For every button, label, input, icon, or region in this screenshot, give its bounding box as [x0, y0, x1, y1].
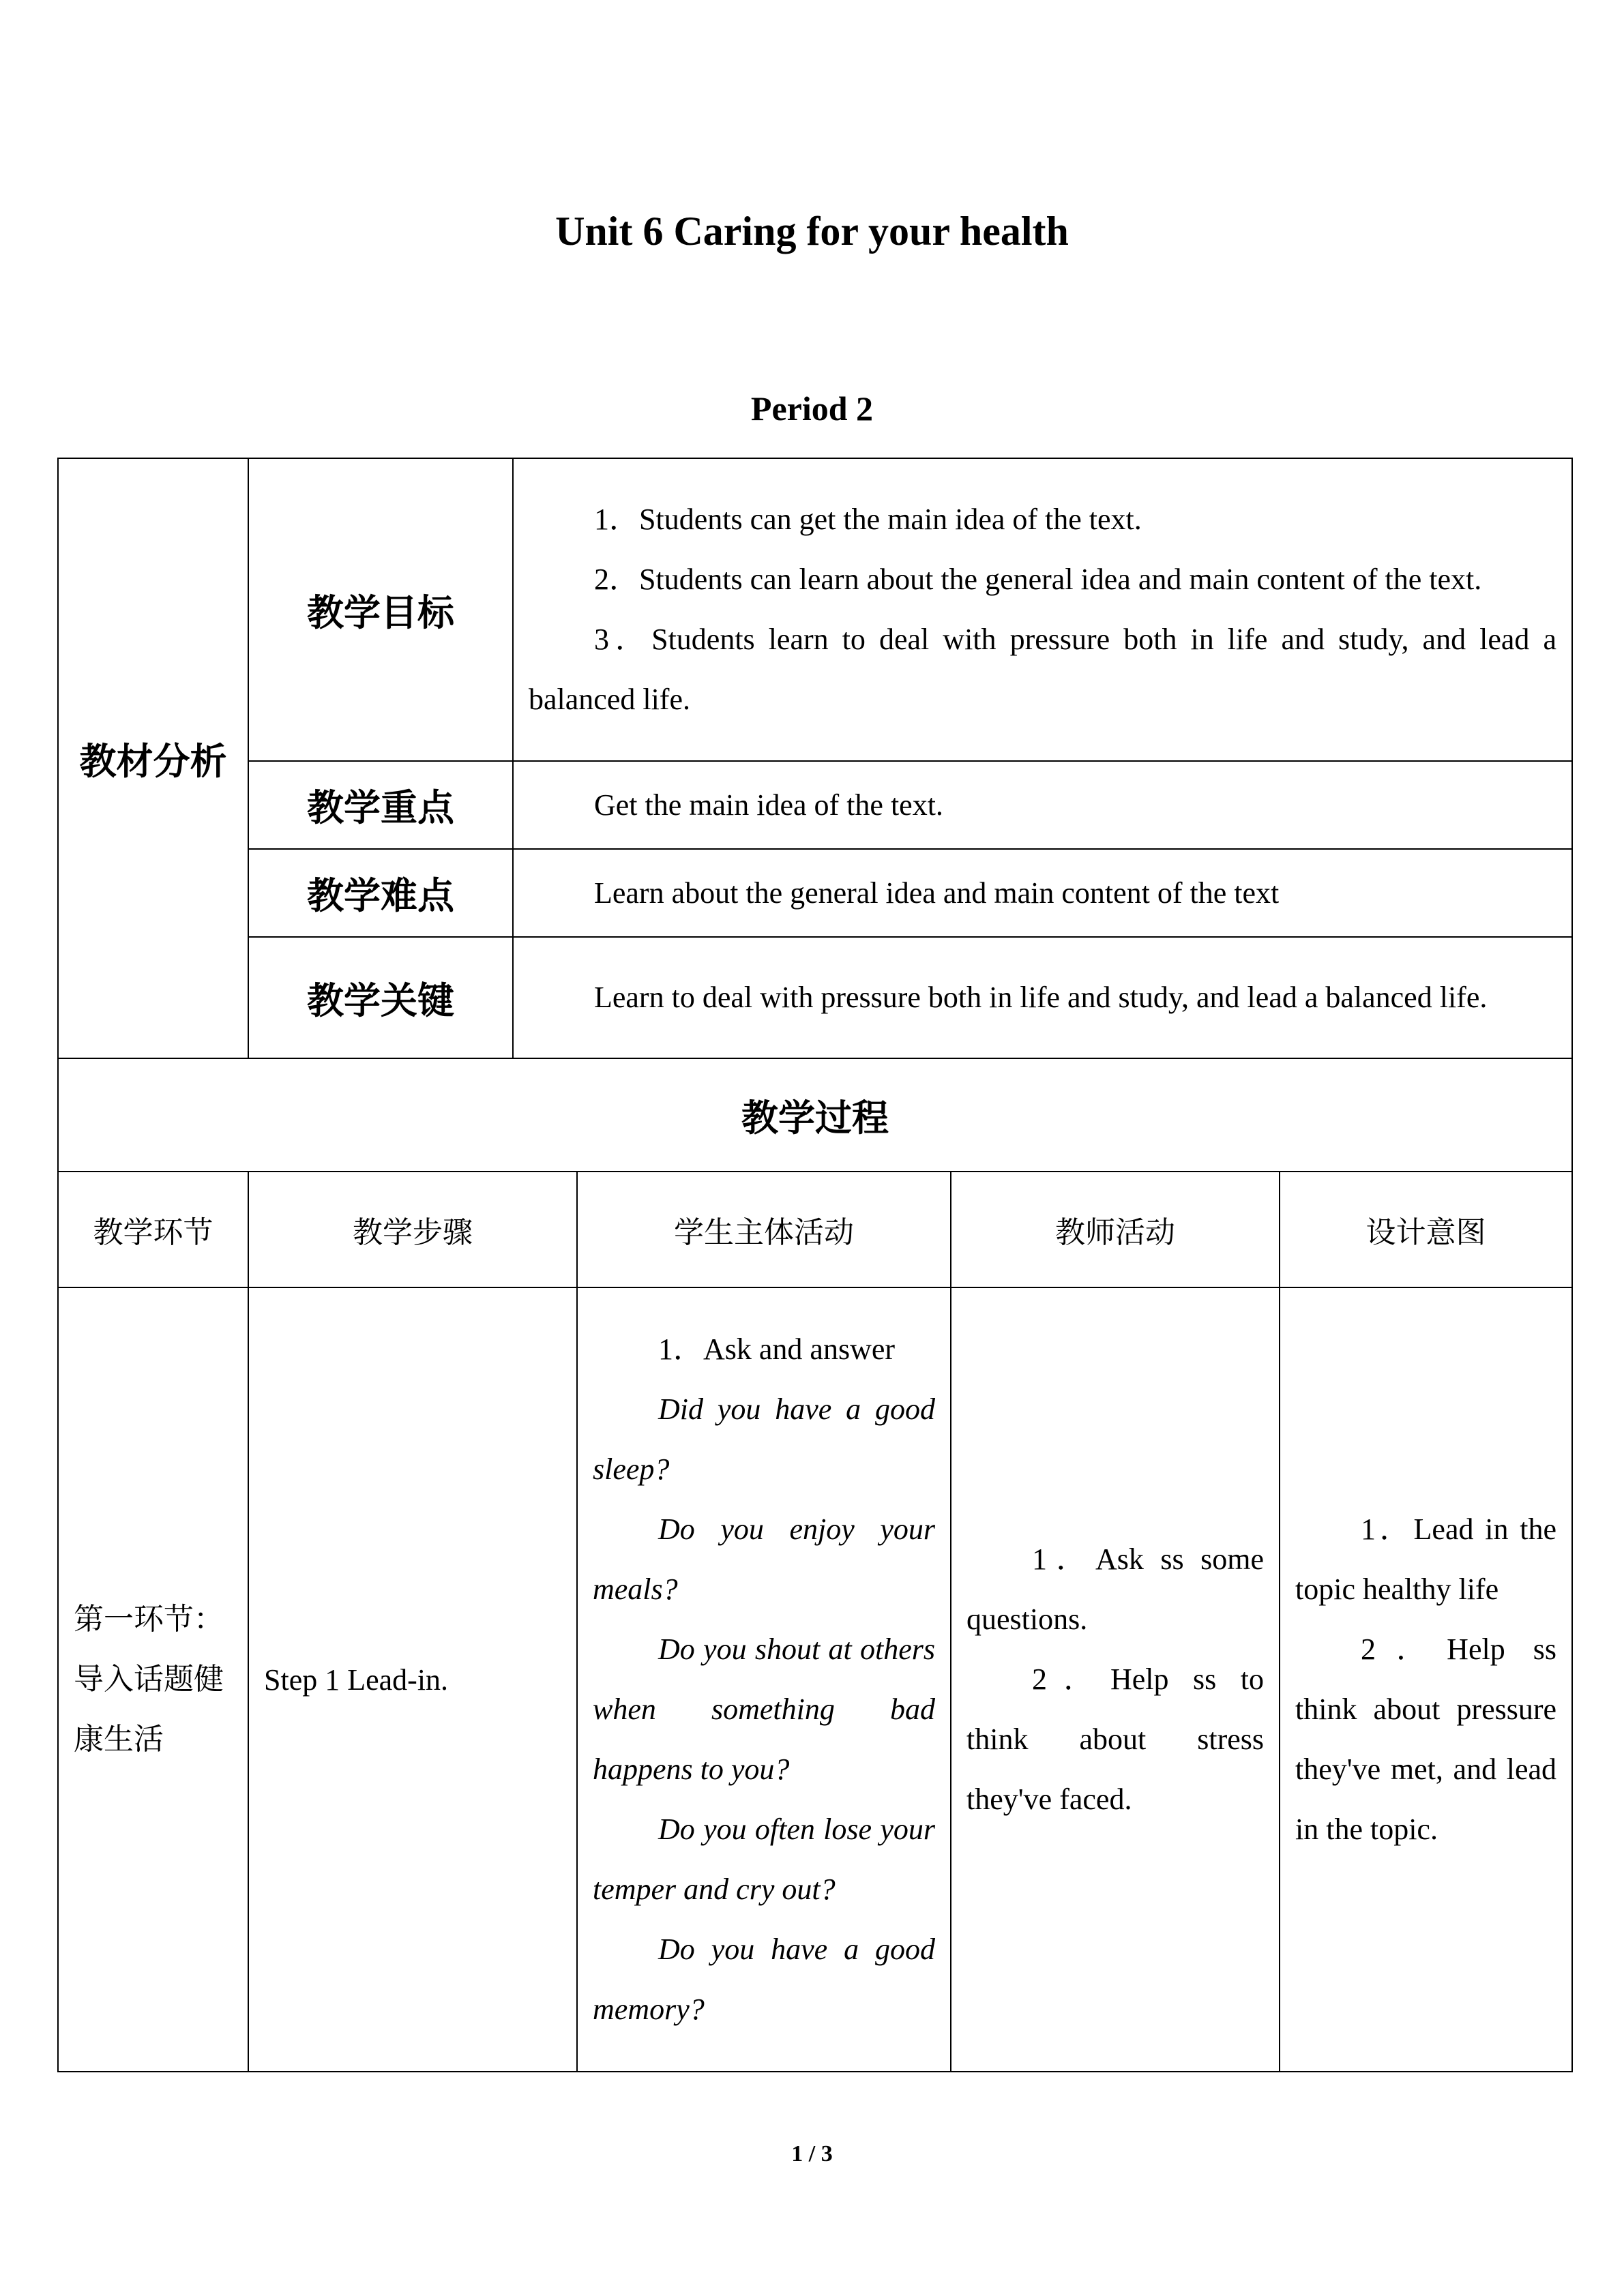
step-cell: Step 1 Lead-in. [248, 1287, 577, 2072]
header-teacher: 教师活动 [951, 1172, 1280, 1287]
document-title: Unit 6 Caring for your health [555, 209, 1069, 254]
key-points-text: Get the main idea of the text. [594, 788, 943, 822]
objectives-cell [513, 458, 1572, 761]
teacher-item: 1．Ask ss some questions. [966, 1542, 1264, 1636]
student-question: Do you shout at others when something bad happens to you? [593, 1632, 935, 1786]
objectives-label: 教学目标 [248, 458, 513, 761]
key-points-label: 教学重点 [248, 761, 513, 849]
teacher-activity-cell [951, 1287, 1280, 2072]
header-stage: 教学环节 [58, 1172, 248, 1287]
process-table [57, 1058, 1573, 2072]
difficulties-cell [513, 849, 1572, 937]
purpose-cell [1280, 1287, 1572, 2072]
process-title: 教学过程 [58, 1058, 1572, 1172]
student-intro: 1．Ask and answer [658, 1332, 896, 1366]
page-number: 1 / 3 [791, 2141, 833, 2166]
difficulties-label: 教学难点 [248, 849, 513, 937]
purpose-item: 2．Help ss think about pressure they've met, and lead in the topic. [1295, 1632, 1557, 1846]
student-question: Do you enjoy your meals? [593, 1512, 935, 1606]
objective-item: 2．Students can learn about the general idea and main content of the text. [594, 563, 1482, 596]
difficulties-text: Learn about the general idea and main content of the text [594, 876, 1280, 910]
key-text: Learn to deal with pressure both in life and study, and lead a balanced life. [594, 981, 1488, 1014]
student-question: Do you often lose your temper and cry out? [593, 1813, 935, 1906]
purpose-item: 1．Lead in the topic healthy life [1295, 1512, 1557, 1606]
stage-cell: 第一环节：导入话题健康生活 [58, 1287, 248, 2072]
key-label: 教学关键 [248, 937, 513, 1058]
header-step: 教学步骤 [248, 1172, 577, 1287]
student-question: Do you have a good memory? [593, 1933, 935, 2026]
teacher-item: 2．Help ss to think about stress they've faced. [966, 1663, 1264, 1816]
period-heading: Period 2 [750, 389, 874, 428]
analysis-label: 教材分析 [58, 458, 248, 1058]
objective-item: 1．Students can get the main idea of the text. [594, 503, 1142, 536]
key-cell [513, 937, 1572, 1058]
student-activity-cell [577, 1287, 951, 2072]
header-student: 学生主体活动 [577, 1172, 951, 1287]
objective-item: 3．Students learn to deal with pressure both in life and study, and lead a balanced life. [529, 623, 1556, 716]
student-question: Did you have a good sleep? [593, 1392, 935, 1486]
analysis-table [57, 458, 1573, 1059]
header-purpose: 设计意图 [1280, 1172, 1572, 1287]
key-points-cell [513, 761, 1572, 849]
